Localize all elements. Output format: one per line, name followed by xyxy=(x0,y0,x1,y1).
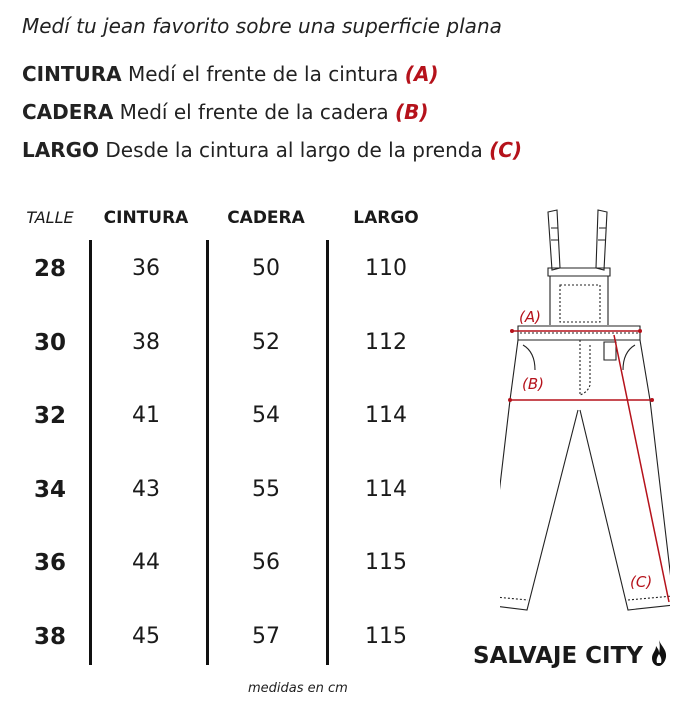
brand-logo xyxy=(473,640,667,669)
instruction-cadera xyxy=(22,100,429,124)
instruction-key: LARGO xyxy=(22,138,100,162)
instruction-text: Medí el frente de la cintura xyxy=(121,62,405,86)
largo-cell: 114 xyxy=(365,403,407,428)
column-divider xyxy=(326,240,329,665)
instruction-key: CADERA xyxy=(22,100,114,124)
label-a: (A) xyxy=(519,308,541,326)
header-cadera: CADERA xyxy=(227,208,305,228)
cintura-cell: 44 xyxy=(132,550,160,575)
header-cintura: CINTURA xyxy=(103,208,189,228)
largo-cell: 115 xyxy=(365,623,407,649)
size-cell: 30 xyxy=(33,329,66,356)
flame-icon xyxy=(651,640,667,666)
size-cell: 28 xyxy=(33,256,66,282)
size-cell: 34 xyxy=(33,476,66,503)
size-cell: 38 xyxy=(33,623,66,650)
instruction-tag: (B) xyxy=(394,100,429,124)
label-b: (B) xyxy=(522,375,544,393)
instruction-tag: (C) xyxy=(489,138,523,162)
instruction-key: CINTURA xyxy=(22,62,122,86)
cintura-cell: 45 xyxy=(132,623,160,649)
largo-cell: 114 xyxy=(365,476,407,502)
instruction-largo xyxy=(22,138,522,162)
instruction-text: Medí el frente de la cadera xyxy=(113,100,395,124)
size-cell: 36 xyxy=(33,550,66,576)
cadera-cell: 52 xyxy=(252,329,280,355)
label-c: (C) xyxy=(630,573,653,591)
largo-cell: 112 xyxy=(365,329,407,355)
instruction-cintura xyxy=(22,62,439,86)
size-cell: 32 xyxy=(33,403,66,429)
cadera-cell: 56 xyxy=(252,550,280,575)
cintura-cell: 43 xyxy=(132,476,160,502)
instruction-text: Desde la cintura al largo de la prenda xyxy=(99,138,490,162)
cadera-cell: 57 xyxy=(252,623,280,649)
cintura-cell: 36 xyxy=(132,256,160,281)
header-talle: TALLE xyxy=(26,208,74,227)
instruction-tag: (A) xyxy=(404,62,439,86)
cadera-cell: 54 xyxy=(252,403,280,428)
overalls-diagram xyxy=(500,200,670,620)
brand-name: SALVAJE CITY xyxy=(473,643,643,669)
intro-text: Medí tu jean favorito sobre una superficie plana xyxy=(22,14,502,38)
column-divider xyxy=(89,240,92,665)
cadera-cell: 50 xyxy=(252,256,280,281)
cintura-cell: 41 xyxy=(132,403,160,428)
header-largo: LARGO xyxy=(353,208,419,228)
column-divider xyxy=(206,240,209,665)
cintura-cell: 38 xyxy=(132,329,160,355)
cadera-cell: 55 xyxy=(252,476,280,502)
largo-cell: 110 xyxy=(365,256,407,281)
units-note: medidas en cm xyxy=(248,681,348,696)
largo-cell: 115 xyxy=(365,550,407,575)
